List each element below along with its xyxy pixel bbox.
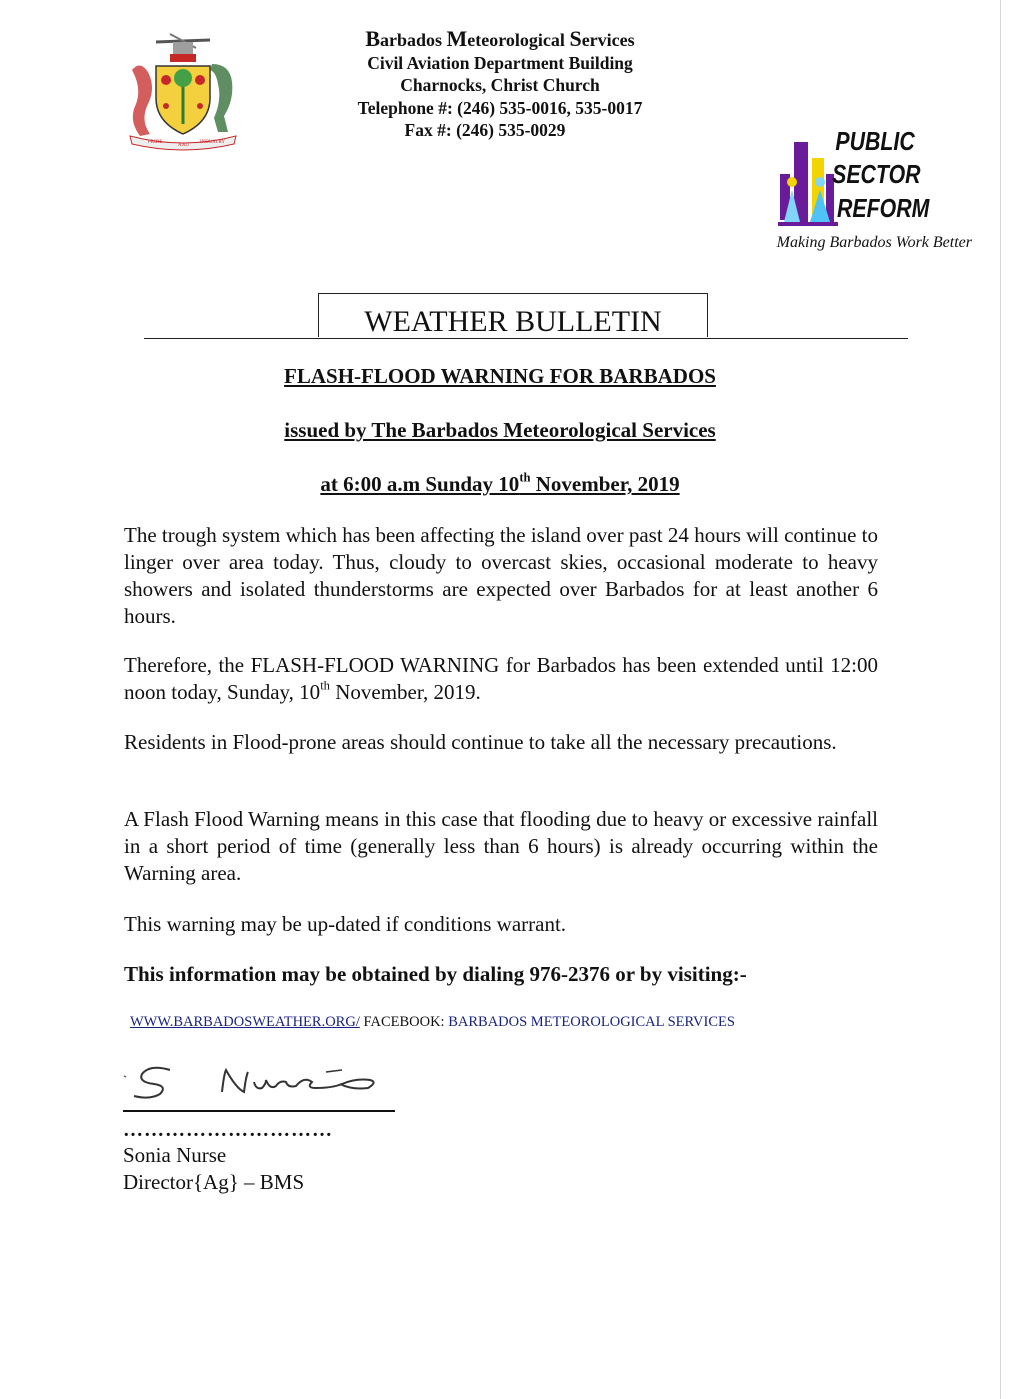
- tagline: Making Barbados Work Better: [776, 234, 972, 251]
- paragraph-contact: This information may be obtained by dialing 976-2376 or by visiting:-: [124, 962, 747, 986]
- paragraph-definition: A Flash Flood Warning means in this case that flooding due to heavy or excessive rainfall in a short period of time (generally less than 6 hours) is already occurring within the Warning area.: [124, 807, 878, 885]
- signer-block: [123, 1142, 304, 1196]
- signature-dots: …………………………: [123, 1119, 333, 1141]
- telephone-line: Telephone #: (246) 535-0016, 535-0017: [357, 97, 643, 118]
- psr-line-2: SECTOR: [832, 160, 921, 190]
- letterhead: [300, 28, 700, 142]
- address-line: Charnocks, Christ Church: [400, 75, 600, 95]
- warning-heading: FLASH-FLOOD WARNING FOR BARBADOS: [284, 364, 716, 388]
- page-edge: [1000, 0, 1001, 1399]
- motto-mid: AND: [178, 143, 189, 148]
- coat-of-arms-icon: [126, 30, 240, 148]
- issue-time-heading: at 6:00 a.m Sunday 10th November, 2019: [320, 470, 680, 496]
- fax-line: Fax #: (246) 535-0029: [404, 120, 566, 140]
- signer-title: Director{Ag} – BMS: [123, 1170, 305, 1194]
- paragraph-precautions: Residents in Flood-prone areas should continue to take all the necessary precautions.: [124, 730, 837, 754]
- signature-line: [123, 1110, 395, 1112]
- organization-name: Barbados Meteorological Services: [365, 26, 635, 51]
- paragraph-forecast: The trough system which has been affecting the island over past 24 hours will continue to linger over area today. Thus, cloudy to overcast skies, occasional moderate to heavy showers and isolated thunderstorms are expected over Barbados for at least another 6 hours.: [124, 523, 878, 628]
- facebook-link[interactable]: BARBADOS METEOROLOGICAL SERVICES: [448, 1014, 735, 1030]
- building-line: Civil Aviation Department Building: [367, 52, 633, 73]
- bulletin-title: WEATHER BULLETIN: [318, 293, 708, 337]
- contact-links: [130, 1014, 735, 1031]
- paragraph-update-note: This warning may be up-dated if conditions warrant.: [124, 912, 567, 936]
- psr-line-1: PUBLIC: [835, 127, 915, 157]
- paragraph-extension: Therefore, the FLASH-FLOOD WARNING for Barbados has been extended until 12:00 noon today, Sunday, 10th November, 2019.: [124, 653, 878, 704]
- psr-line-3: REFORM: [837, 194, 930, 224]
- public-sector-reform-logo-icon: [778, 124, 930, 232]
- website-link[interactable]: WWW.BARBADOSWEATHER.ORG/: [130, 1014, 360, 1030]
- signer-name: Sonia Nurse: [123, 1143, 227, 1167]
- motto-right: INDUSTRY: [200, 140, 226, 145]
- issued-by-heading: issued by The Barbados Meteorological Services: [284, 418, 716, 442]
- bulletin-rule: [144, 338, 908, 339]
- facebook-label: FACEBOOK:: [359, 1014, 449, 1030]
- motto-left: PRIDE: [148, 140, 163, 145]
- handwritten-signature-icon: [120, 1058, 390, 1104]
